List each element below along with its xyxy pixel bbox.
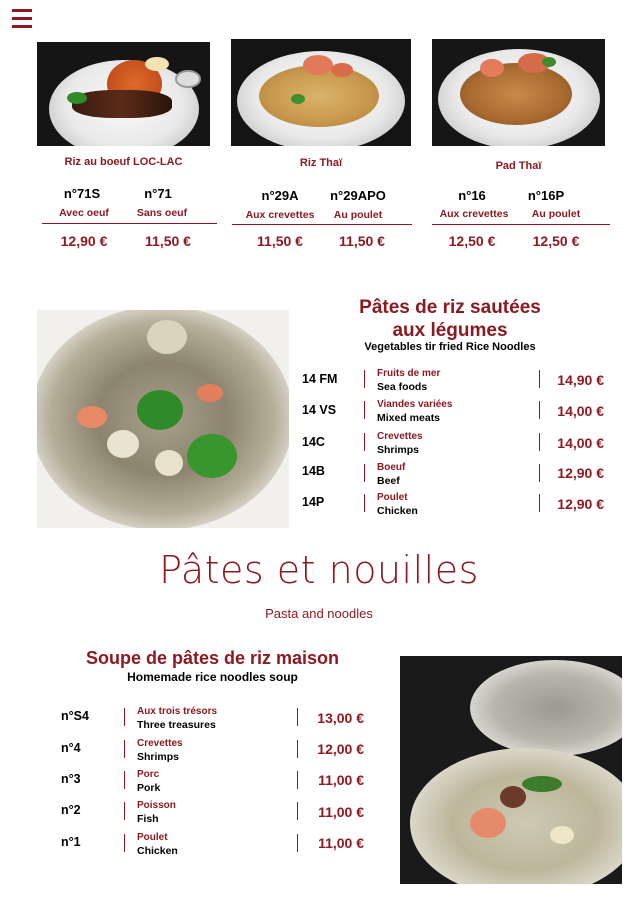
item-name-en: Three treasures xyxy=(137,719,216,731)
dish-photo-rice-noodles xyxy=(37,310,289,528)
item-number: n°3 xyxy=(61,772,81,786)
item-name-fr: Aux trois trésors xyxy=(137,706,218,717)
item-name-fr: Crevettes xyxy=(377,431,423,442)
dish-option: Au poulet xyxy=(333,209,383,221)
dish-ref: n°16P xyxy=(527,188,565,203)
item-price: 12,90 € xyxy=(557,465,604,481)
section-subheading: Pasta and noodles xyxy=(265,606,373,621)
divider xyxy=(124,834,125,852)
dish-photo-loc-lac xyxy=(37,42,210,146)
item-price: 11,00 € xyxy=(318,804,364,820)
item-name-fr: Boeuf xyxy=(377,462,406,473)
section-title: Soupe de pâtes de riz maison xyxy=(85,648,340,668)
item-name-en: Chicken xyxy=(377,505,418,517)
divider xyxy=(124,802,125,820)
section-title: aux légumes xyxy=(392,320,508,341)
item-name-fr: Porc xyxy=(137,769,160,780)
dish-price: 12,50 € xyxy=(448,233,496,249)
section-subtitle: Homemade rice noodles soup xyxy=(127,670,298,684)
divider xyxy=(364,464,365,482)
item-number: 14 VS xyxy=(302,403,337,417)
item-name-en: Shrimps xyxy=(137,751,180,763)
item-price: 12,00 € xyxy=(317,741,364,757)
dish-option: Au poulet xyxy=(531,208,581,220)
dish-option: Avec oeuf xyxy=(59,207,109,219)
item-price: 14,00 € xyxy=(557,403,604,419)
dish-title: Riz Thaï xyxy=(299,157,343,169)
item-name-en: Beef xyxy=(377,475,400,487)
item-number: 14P xyxy=(302,495,325,509)
divider xyxy=(364,401,365,419)
divider xyxy=(124,740,125,758)
item-name-fr: Fruits de mer xyxy=(377,368,441,379)
item-price: 13,00 € xyxy=(317,710,364,726)
dish-price: 12,50 € xyxy=(532,233,580,249)
hamburger-menu-icon[interactable] xyxy=(12,8,32,30)
dish-price: 11,50 € xyxy=(257,233,303,249)
divider xyxy=(232,224,412,225)
item-name-en: Fish xyxy=(137,813,159,825)
section-heading: Pâtes et nouilles xyxy=(159,548,479,592)
dish-ref: n°71S xyxy=(63,186,101,201)
item-price: 11,00 € xyxy=(318,772,364,788)
dish-ref: n°16 xyxy=(458,188,486,203)
divider xyxy=(42,223,217,224)
item-name-en: Chicken xyxy=(137,845,178,857)
dish-title: Pad Thaï xyxy=(495,160,542,172)
section-subtitle: Vegetables tir fried Rice Noodles xyxy=(364,341,536,353)
item-number: 14B xyxy=(302,464,325,478)
item-name-en: Shrimps xyxy=(377,444,420,456)
item-price: 12,90 € xyxy=(557,496,604,512)
item-price: 11,00 € xyxy=(318,835,364,851)
divider xyxy=(364,433,365,451)
item-name-fr: Viandes variées xyxy=(377,399,453,410)
dish-option: Aux crevettes xyxy=(439,208,509,220)
section-title: Pâtes de riz sautées xyxy=(359,297,541,318)
divider xyxy=(432,224,610,225)
dish-title: Riz au boeuf LOC-LAC xyxy=(64,156,183,168)
item-price: 14,90 € xyxy=(557,372,604,388)
item-number: n°1 xyxy=(61,835,81,849)
dish-photo-soup xyxy=(400,656,622,884)
item-name-en: Mixed meats xyxy=(377,412,441,424)
dish-price: 12,90 € xyxy=(60,233,108,249)
item-name-en: Pork xyxy=(137,782,161,794)
item-price: 14,00 € xyxy=(557,435,604,451)
divider xyxy=(364,494,365,512)
dish-photo-riz-thai xyxy=(231,39,411,146)
dish-ref: n°29A xyxy=(261,188,299,203)
dish-ref: n°29APO xyxy=(330,188,386,203)
item-number: 14C xyxy=(302,435,325,449)
dish-photo-pad-thai xyxy=(432,39,605,146)
item-name-fr: Poulet xyxy=(377,492,408,503)
item-name-en: Sea foods xyxy=(377,381,428,393)
dish-ref: n°71 xyxy=(144,186,172,201)
divider xyxy=(124,771,125,789)
divider xyxy=(124,708,125,726)
item-name-fr: Poisson xyxy=(137,800,176,811)
item-name-fr: Crevettes xyxy=(137,738,183,749)
dish-option: Sans oeuf xyxy=(136,207,188,219)
item-number: n°S4 xyxy=(61,709,89,723)
dish-price: 11,50 € xyxy=(145,233,191,249)
divider xyxy=(364,370,365,388)
item-number: 14 FM xyxy=(302,372,338,386)
item-name-fr: Poulet xyxy=(137,832,168,843)
dish-price: 11,50 € xyxy=(339,233,385,249)
item-number: n°2 xyxy=(61,803,81,817)
item-number: n°4 xyxy=(61,741,81,755)
dish-option: Aux crevettes xyxy=(245,209,315,221)
